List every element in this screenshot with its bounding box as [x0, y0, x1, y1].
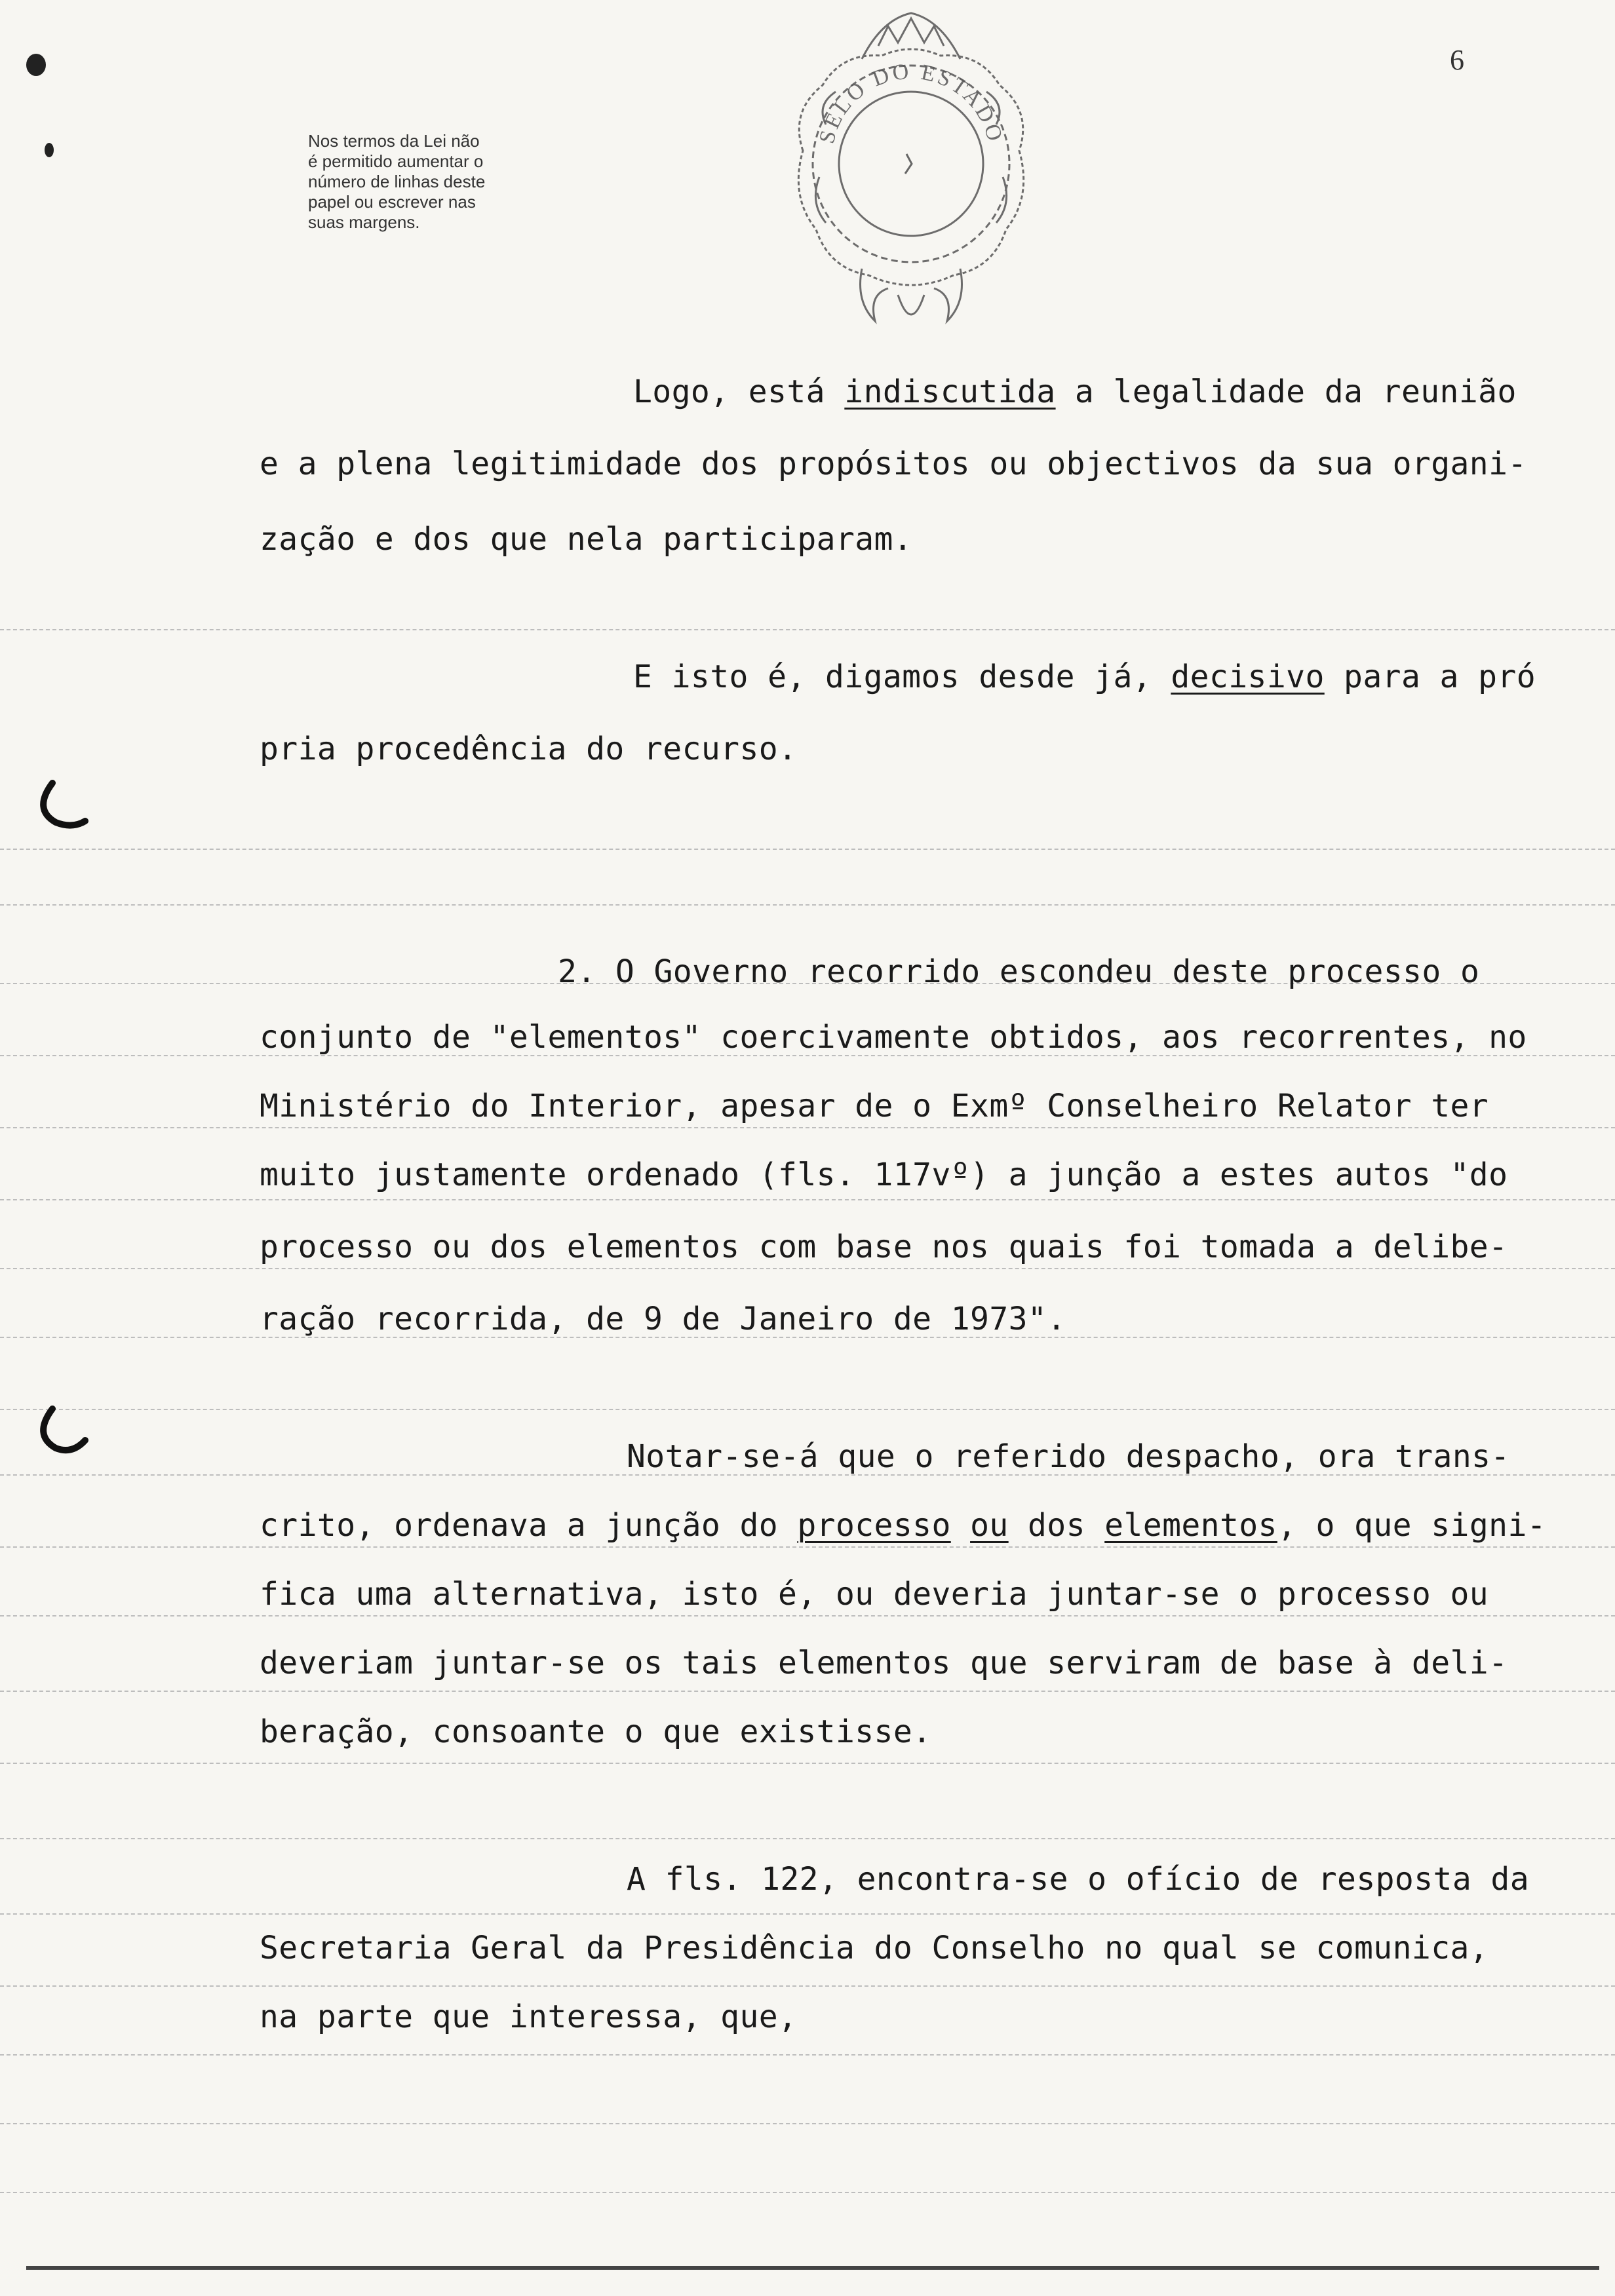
text-line	[260, 1645, 1508, 1681]
text-line	[260, 1713, 931, 1750]
text-line	[260, 1507, 1546, 1544]
text-segment: Secretaria Geral da Presidência do Conselho no qual se comunica,	[260, 1930, 1489, 1966]
ruling-line	[0, 1615, 1615, 1617]
ink-spot	[45, 143, 54, 157]
ruling-line	[0, 904, 1615, 906]
ruling-line	[0, 1691, 1615, 1692]
ruling-line	[0, 849, 1615, 850]
text-line	[627, 1438, 1510, 1475]
text-segment: para a pró	[1324, 659, 1536, 695]
text-segment: Notar-se-á que o referido despacho, ora trans-	[627, 1438, 1510, 1475]
bottom-border	[26, 2266, 1599, 2270]
ruling-line	[0, 1199, 1615, 1200]
legal-notice-line: suas margens.	[308, 212, 420, 232]
text-line	[627, 1861, 1529, 1898]
legal-notice	[308, 131, 583, 233]
text-line	[260, 446, 1527, 482]
legal-notice-line: papel ou escrever nas	[308, 192, 476, 212]
text-segment: Logo, está	[633, 373, 845, 410]
text-segment: beração, consoante o que existisse.	[260, 1713, 932, 1750]
ruling-line	[0, 2192, 1615, 2193]
text-line	[558, 953, 1479, 990]
text-line	[260, 1930, 1489, 1966]
text-line	[260, 1999, 797, 2035]
underlined-text: elementos	[1104, 1507, 1277, 1544]
text-segment: e a plena legitimidade dos propósitos ou objectivos da sua organi-	[260, 446, 1527, 482]
legal-notice-line: é permitido aumentar o	[308, 151, 484, 171]
text-segment: , o que signi-	[1277, 1507, 1547, 1544]
state-seal-stamp	[764, 7, 1059, 341]
text-segment	[951, 1507, 970, 1544]
ruling-line	[0, 629, 1615, 630]
text-line	[260, 1301, 1066, 1337]
underlined-text: processo	[797, 1507, 951, 1544]
text-segment: deveriam juntar-se os tais elementos que serviram de base à deli-	[260, 1645, 1508, 1681]
ruling-line	[0, 1268, 1615, 1269]
ruling-line	[0, 1409, 1615, 1410]
page-number: 6	[1450, 44, 1464, 76]
seal-text: SELO DO ESTADO	[814, 59, 1008, 146]
text-segment: zação e dos que nela participaram.	[260, 521, 913, 558]
ruling-line	[0, 1763, 1615, 1764]
text-segment: ração recorrida, de 9 de Janeiro de 1973".	[260, 1301, 1066, 1337]
text-segment: muito justamente ordenado (fls. 117vº) a junção a estes autos "do	[260, 1157, 1508, 1193]
text-segment: pria procedência do recurso.	[260, 731, 798, 767]
text-line	[260, 1229, 1508, 1265]
ruling-line	[0, 2123, 1615, 2124]
text-segment: E isto é, digamos desde já,	[633, 659, 1171, 695]
text-line	[633, 373, 1517, 410]
punch-hole-mark	[26, 1402, 92, 1461]
text-segment: fica uma alternativa, isto é, ou deveria juntar-se o processo ou	[260, 1576, 1489, 1613]
underlined-text: decisivo	[1171, 659, 1325, 695]
text-segment: na parte que interessa, que,	[260, 1999, 798, 2035]
text-line	[260, 521, 912, 558]
ruling-line	[0, 1913, 1615, 1915]
legal-notice-line: número de linhas deste	[308, 172, 486, 191]
svg-text:SELO DO ESTADO	[815, 59, 1007, 146]
text-line	[260, 1576, 1489, 1613]
punch-hole-mark	[26, 776, 92, 835]
text-line	[260, 1019, 1527, 1056]
text-segment: a legalidade da reunião	[1055, 373, 1517, 410]
ink-spot	[26, 54, 46, 76]
text-segment: A fls. 122, encontra-se o ofício de resposta da	[627, 1861, 1530, 1898]
ruling-line	[0, 1546, 1615, 1548]
ruling-line	[0, 1127, 1615, 1128]
text-line	[260, 1088, 1489, 1124]
text-segment: conjunto de "elementos" coercivamente obtidos, aos recorrentes, no	[260, 1019, 1527, 1056]
text-segment: 2. O Governo recorrido escondeu deste processo o	[558, 953, 1480, 990]
ruling-line	[0, 1985, 1615, 1987]
underlined-text: ou	[970, 1507, 1009, 1544]
text-line	[633, 659, 1536, 695]
text-segment: Ministério do Interior, apesar de o Exmº Conselheiro Relator ter	[260, 1088, 1489, 1124]
text-segment: crito, ordenava a junção do	[260, 1507, 798, 1544]
text-segment: processo ou dos elementos com base nos quais foi tomada a delibe-	[260, 1229, 1508, 1265]
underlined-text: indiscutida	[844, 373, 1056, 410]
text-segment: dos	[1008, 1507, 1105, 1544]
text-line	[260, 731, 797, 767]
ruling-line	[0, 2054, 1615, 2056]
text-line	[260, 1157, 1508, 1193]
legal-notice-line: Nos termos da Lei não	[308, 131, 480, 151]
ruling-line	[0, 1838, 1615, 1839]
